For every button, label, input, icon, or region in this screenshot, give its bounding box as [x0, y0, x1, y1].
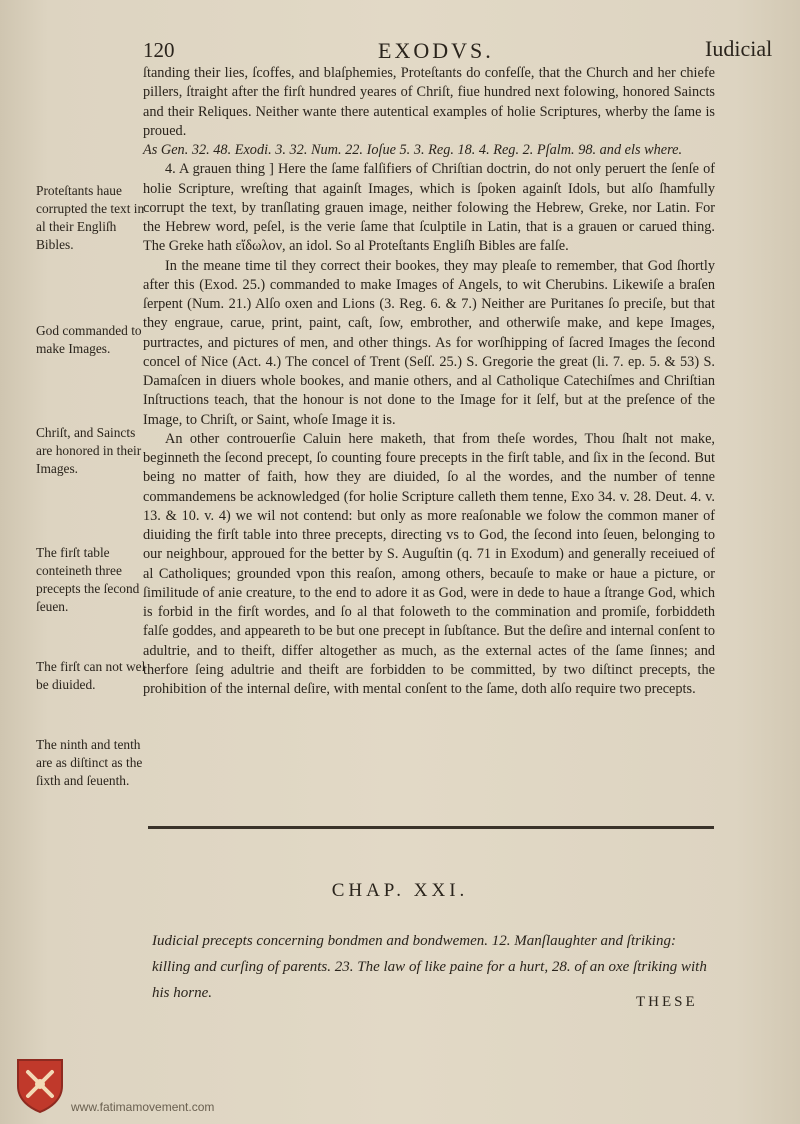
margin-note-4: The firſt table conteineth three precepts the ſecond ſeuen.	[36, 545, 140, 614]
margin-note-6: The ninth and tenth are as diſtinct as the ſixth and ſeuenth.	[36, 737, 143, 788]
paragraph-3: In the meane time til they correct their bookes, they may pleaſe to remember, that God ſhortly after this (Exod. 25.) commanded to make Images of Angels, to wit Cherubins. Likewiſe a braſen ſerpent (Num. 21.) Alſo oxen and Lions (3. Reg. 6. & 7.) Neither are Puritanes ſo preciſe, but that they engraue, carue, print, paint, caſt, ſow, embrother, and otherwiſe make, and kepe Images, purtractes, and pictures of men, and other things. As for worſhipping of ſacred Images the ſecond concel of Nice (Act. 4.) The concel of Trent (Seſſ. 25.) S. Gregorie the great (li. 7. ep. 5. & 53) S. Damaſcen in diuers whole bookes, and manie others, and al Catholique Catechiſmes and Chriſtian Inſtructions teach, that the honour is not done to the Image for it ſelf, but at the preſence of the Image, to Chriſt, or Saint, whoſe Image it is.	[143, 257, 715, 428]
paragraph-1: ſtanding their lies, ſcoffes, and blaſphemies, Proteſtants do confeſſe, that the Church and her chiefe pillers, ſtraight after the firſt hundred yeares of Chriſt, fiue hundred next folowing, honored Saincts and their Reliques. Neither wante there autentical examples of holie Scriptures, wherby the ſame is proued.	[143, 65, 715, 139]
citation-line: As Gen. 32. 48. Exodi. 3. 32. Num. 22. Ioſue 5. 3. Reg. 18. 4. Reg. 2. Pſalm. 98. and els where.	[143, 142, 683, 158]
paragraph-4: An other controuerſie Caluin here maketh, that from theſe wordes, Thou ſhalt not make, beginneth the ſecond precept, ſo counting foure precepts in the firſt table, and ſix in the ſecond. But being no matter of faith, how they are diuided, ſo al the wordes, and the number of tenne commandemens be acknowledged (for holie Scripture calleth them tenne, Exo 34. v. 28. Deut. 4. v. 13. & 10. v. 4) we wil not contend: but only as more reaſonable we folow the common maner of diuiding the firſt table into three precepts, directing vs to God, the ſecond into ſeuen, belonging to our neighbour, approued for the better by S. Auguſtin (q. 71 in Exodum) and generally receiued of al Catholiques; grounded vpon this reaſon, among others, becauſe to make or haue a picture, or ſimilitude of anie creature, to the end to adore it as God, were in dede to haue a ſtrange God, which is forbid in the firſt wordes, and ſo al that foloweth to the commination and promiſe, forbiddeth falſe goddes, and appeareth to be but one precept in ſubſtance. But the deſire and internal conſent to adultrie, and to theift, differ altogether as much, as the external actes of the ſame ſinnes; and therfore ſeing adultrie and theift are forbidden to be committed, by two diſtinct precepts, the prohibition of the internal deſire, with mental conſent to the ſame, doth alſo require two precepts.	[143, 430, 715, 697]
section-title: Iudicial	[705, 36, 773, 61]
footer-url[interactable]: www.fatimamovement.com	[71, 1100, 215, 1114]
chapter-title: CHAP. XXI.	[331, 880, 469, 901]
paragraph-2: 4. A grauen thing ] Here the ſame falſifiers of Chriſtian doctrin, do not only peruert the ſenſe of holie Scripture, wreſting that againſt Images, which is ſpoken againſt Idols, but alſo ſhamfully corrupt the text, by tranſlating grauen image, neither folowing the Hebrew, Greke, nor Latin. For the Hebrew word, peſel, is the verie ſame that ſculptile in Latin, that is a grauen or carued thing. The Greke hath εἴδωλον, an idol. So al Proteſtants Engliſh Bibles are falſe.	[143, 161, 715, 255]
page-header	[0, 36, 800, 66]
margin-note-5: The firſt can not wel be diuided.	[36, 659, 146, 692]
section-rule	[148, 826, 714, 829]
page-number: 120	[143, 38, 175, 62]
main-text	[143, 64, 715, 699]
margin-note-1: Proteſtants haue corrupted the text in al their Engliſh Bibles.	[36, 183, 145, 252]
margin-note-2: God commanded to make Images.	[36, 323, 142, 356]
chapter-summary: Iudicial precepts concerning bondmen and bondwemen. 12. Manſlaughter and ſtriking: killing and curſing of parents. 23. The law of like paine for a hurt, 28. of an oxe ſtriking with his horne.	[152, 933, 707, 1001]
shield-logo-icon	[12, 1054, 68, 1114]
running-title: EXODVS.	[378, 38, 494, 63]
margin-note-3: Chriſt, and Saincts are honored in their Images.	[36, 425, 142, 476]
catchword: THESE	[636, 994, 698, 1010]
